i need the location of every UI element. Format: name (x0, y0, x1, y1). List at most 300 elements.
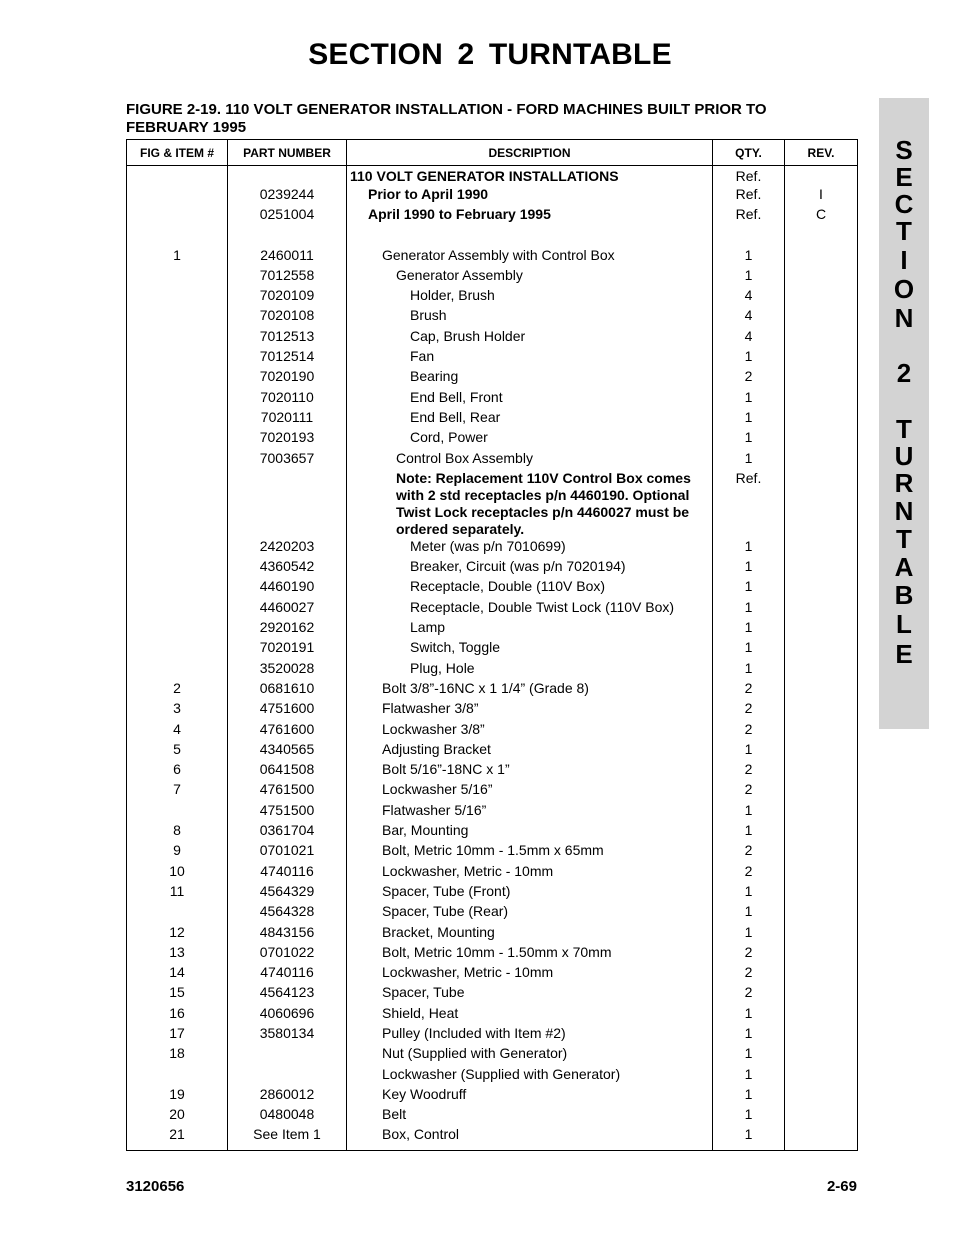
qty-cell: 1 (713, 741, 785, 761)
qty-cell: 2 (713, 761, 785, 781)
description-text: Bracket, Mounting (382, 923, 495, 940)
rev-cell (785, 307, 858, 327)
rev-cell (785, 619, 858, 639)
description-text: Spacer, Tube (Front) (382, 882, 511, 899)
part-number-cell: 7020110 (228, 389, 347, 409)
qty-cell: 2 (713, 368, 785, 388)
table-row (127, 558, 858, 578)
qty-cell: 1 (713, 450, 785, 470)
description-cell (347, 741, 713, 761)
rev-cell (785, 247, 858, 267)
description-cell (347, 578, 713, 598)
rev-cell (785, 538, 858, 558)
rev-cell (785, 964, 858, 984)
description-cell (347, 903, 713, 923)
side-tab-letter: S (895, 135, 913, 165)
description-text: Bearing (410, 368, 459, 385)
qty-cell: 1 (713, 267, 785, 287)
description-text: Switch, Toggle (410, 639, 501, 656)
description-text: Meter (was p/n 7010699) (410, 537, 566, 554)
description-text: Shield, Heat (382, 1004, 459, 1021)
side-tab-letter: A (894, 552, 914, 582)
table-row (127, 368, 858, 388)
part-number-cell: 0361704 (228, 822, 347, 842)
part-number-cell: 2860012 (228, 1086, 347, 1106)
part-number-cell: 3520028 (228, 660, 347, 680)
part-number-cell: 0681610 (228, 680, 347, 700)
side-tab-letter: E (895, 162, 913, 192)
parts-table (126, 139, 858, 1151)
page-number: 2-69 (826, 1178, 857, 1195)
part-number-cell: 0701021 (228, 842, 347, 862)
table-row (127, 802, 858, 822)
part-number-cell: 4751600 (228, 700, 347, 720)
part-number-cell: 4360542 (228, 558, 347, 578)
description-text: April 1990 to February 1995 (368, 206, 551, 223)
rev-cell (785, 984, 858, 1004)
rev-cell (785, 328, 858, 348)
part-number-cell: 7020193 (228, 429, 347, 449)
fig-item-cell (127, 409, 228, 429)
description-text: Adjusting Bracket (382, 740, 491, 757)
description-cell (347, 389, 713, 409)
description-text: Spacer, Tube (Rear) (382, 903, 509, 920)
table-row (127, 1025, 858, 1045)
qty-cell: 1 (713, 903, 785, 923)
side-tab-letter: I (900, 245, 908, 275)
part-number-cell: 7020191 (228, 639, 347, 659)
header-qty: QTY. (713, 140, 785, 166)
fig-item-cell (127, 368, 228, 388)
description-cell (347, 599, 713, 619)
fig-item-cell: 6 (127, 761, 228, 781)
qty-cell: 1 (713, 1005, 785, 1025)
rev-cell (785, 558, 858, 578)
description-cell (347, 1086, 713, 1106)
part-number-cell: 4761600 (228, 721, 347, 741)
description-cell (347, 944, 713, 964)
part-number-cell: 4460027 (228, 599, 347, 619)
description-text: Bolt, Metric 10mm - 1.50mm x 70mm (382, 943, 612, 960)
side-tab-letter: T (896, 216, 912, 246)
description-cell (347, 186, 713, 206)
description-text: Key Woodruff (382, 1085, 467, 1102)
rev-cell (785, 781, 858, 801)
description-text: Plug, Hole (410, 659, 475, 676)
rev-cell (785, 883, 858, 903)
description-text: Flatwasher 5/16” (382, 801, 487, 818)
qty-cell: 4 (713, 307, 785, 327)
part-number-cell: 2920162 (228, 619, 347, 639)
description-cell (347, 761, 713, 781)
qty-cell: 2 (713, 863, 785, 883)
part-number-cell: 0641508 (228, 761, 347, 781)
qty-cell: 1 (713, 1126, 785, 1151)
qty-cell: 1 (713, 1066, 785, 1086)
fig-item-cell (127, 307, 228, 327)
qty-cell: 1 (713, 639, 785, 659)
rev-cell (785, 267, 858, 287)
description-cell (347, 1025, 713, 1045)
rev-cell (785, 450, 858, 470)
table-row (127, 964, 858, 984)
table-row (127, 227, 858, 247)
table-row (127, 409, 858, 429)
table-row (127, 660, 858, 680)
fig-item-cell (127, 903, 228, 923)
table-row (127, 903, 858, 923)
part-number-cell: 4751500 (228, 802, 347, 822)
rev-cell (785, 1126, 858, 1151)
qty-cell: 1 (713, 348, 785, 368)
description-text: 110 VOLT GENERATOR INSTALLATIONS (350, 168, 619, 184)
rev-cell (785, 287, 858, 307)
part-number-cell: 4340565 (228, 741, 347, 761)
side-tab-letter: T (896, 524, 912, 554)
qty-cell: 1 (713, 409, 785, 429)
fig-item-cell: 13 (127, 944, 228, 964)
table-row (127, 206, 858, 226)
rev-cell (785, 368, 858, 388)
rev-cell (785, 822, 858, 842)
part-number-cell: 4060696 (228, 1005, 347, 1025)
part-number-cell: 7020111 (228, 409, 347, 429)
fig-item-cell (127, 660, 228, 680)
rev-cell (785, 348, 858, 368)
table-row (127, 538, 858, 558)
rev-cell (785, 1045, 858, 1065)
rev-cell (785, 903, 858, 923)
table-row (127, 924, 858, 944)
part-number-cell: 4564123 (228, 984, 347, 1004)
fig-item-cell (127, 227, 228, 247)
side-tab-letter: U (894, 441, 914, 471)
rev-cell (785, 761, 858, 781)
fig-item-cell: 8 (127, 822, 228, 842)
part-number-cell: 3580134 (228, 1025, 347, 1045)
fig-item-cell (127, 578, 228, 598)
section-side-tab (879, 98, 929, 729)
part-number-cell: 7012514 (228, 348, 347, 368)
table-row (127, 1005, 858, 1025)
qty-cell: 1 (713, 1106, 785, 1126)
description-cell (347, 1126, 713, 1151)
rev-cell (785, 924, 858, 944)
part-number-cell (228, 1066, 347, 1086)
rev-cell (785, 700, 858, 720)
description-cell (347, 619, 713, 639)
description-text: Brush (410, 307, 447, 324)
table-row (127, 639, 858, 659)
fig-item-cell: 4 (127, 721, 228, 741)
qty-cell: 1 (713, 1086, 785, 1106)
part-number-cell: 0251004 (228, 206, 347, 226)
fig-item-cell: 3 (127, 700, 228, 720)
description-cell (347, 680, 713, 700)
description-text: Bolt 5/16”-18NC x 1” (382, 761, 510, 778)
qty-cell: 1 (713, 802, 785, 822)
rev-cell (785, 1066, 858, 1086)
rev-cell (785, 389, 858, 409)
fig-item-cell: 10 (127, 863, 228, 883)
description-cell (347, 348, 713, 368)
rev-cell (785, 1005, 858, 1025)
side-tab-letter: T (896, 414, 912, 444)
description-cell (347, 450, 713, 470)
table-row (127, 267, 858, 287)
description-text: Flatwasher 3/8” (382, 700, 479, 717)
description-cell (347, 883, 713, 903)
rev-cell (785, 944, 858, 964)
rev-cell (785, 409, 858, 429)
table-row (127, 619, 858, 639)
description-text: Lockwasher 3/8” (382, 720, 485, 737)
side-tab-letter: E (895, 639, 913, 669)
fig-item-cell (127, 328, 228, 348)
qty-cell: 2 (713, 984, 785, 1004)
table-row (127, 944, 858, 964)
rev-cell (785, 863, 858, 883)
description-text: Bolt 3/8”-16NC x 1 1/4” (Grade 8) (382, 679, 589, 696)
description-text: Lockwasher 5/16” (382, 781, 493, 798)
qty-cell: 2 (713, 842, 785, 862)
qty-cell (713, 227, 785, 247)
fig-item-cell: 21 (127, 1126, 228, 1151)
qty-cell: 1 (713, 429, 785, 449)
description-cell (347, 166, 713, 187)
part-number-cell: 4460190 (228, 578, 347, 598)
description-cell (347, 287, 713, 307)
description-text: Breaker, Circuit (was p/n 7020194) (410, 558, 626, 575)
rev-cell (785, 599, 858, 619)
description-text: Generator Assembly (396, 266, 523, 283)
description-text: Box, Control (382, 1126, 460, 1143)
part-number-cell: 0480048 (228, 1106, 347, 1126)
description-cell (347, 863, 713, 883)
description-text: End Bell, Rear (410, 408, 501, 425)
part-number-cell: 7020190 (228, 368, 347, 388)
fig-item-cell: 9 (127, 842, 228, 862)
part-number-cell (228, 470, 347, 538)
fig-item-cell (127, 470, 228, 538)
fig-item-cell: 14 (127, 964, 228, 984)
fig-item-cell (127, 619, 228, 639)
qty-cell: Ref. (713, 166, 785, 187)
part-number-cell: 4564328 (228, 903, 347, 923)
description-cell (347, 368, 713, 388)
fig-item-cell (127, 348, 228, 368)
description-cell (347, 802, 713, 822)
part-number-cell: See Item 1 (228, 1126, 347, 1151)
rev-cell (785, 470, 858, 538)
fig-item-cell: 12 (127, 924, 228, 944)
table-row (127, 883, 858, 903)
qty-cell: Ref. (713, 470, 785, 538)
rev-cell (785, 166, 858, 187)
fig-item-cell (127, 267, 228, 287)
qty-cell: 4 (713, 328, 785, 348)
rev-cell (785, 741, 858, 761)
description-cell (347, 538, 713, 558)
header-description: DESCRIPTION (347, 140, 713, 166)
description-text: Lockwasher, Metric - 10mm (382, 862, 554, 879)
qty-cell: 1 (713, 883, 785, 903)
table-row (127, 186, 858, 206)
fig-item-cell (127, 639, 228, 659)
description-cell (347, 639, 713, 659)
table-header-row (127, 140, 858, 166)
rev-cell (785, 1106, 858, 1126)
table-row (127, 741, 858, 761)
part-number-cell: 4740116 (228, 964, 347, 984)
description-cell (347, 429, 713, 449)
qty-cell: 1 (713, 660, 785, 680)
description-cell (347, 964, 713, 984)
rev-cell (785, 639, 858, 659)
part-number-cell: 2420203 (228, 538, 347, 558)
description-text: Lockwasher, Metric - 10mm (382, 964, 554, 981)
fig-item-cell (127, 206, 228, 226)
fig-item-cell (127, 599, 228, 619)
description-cell (347, 267, 713, 287)
side-tab-letter: 2 (896, 358, 912, 388)
rev-cell (785, 578, 858, 598)
description-text: Belt (382, 1106, 407, 1123)
table-row (127, 287, 858, 307)
qty-cell: 1 (713, 578, 785, 598)
fig-item-cell: 7 (127, 781, 228, 801)
qty-cell: 1 (713, 619, 785, 639)
qty-cell: Ref. (713, 206, 785, 226)
description-cell (347, 1066, 713, 1086)
fig-item-cell: 19 (127, 1086, 228, 1106)
table-row (127, 700, 858, 720)
description-cell (347, 307, 713, 327)
rev-cell (785, 1086, 858, 1106)
part-number-cell: 4740116 (228, 863, 347, 883)
table-row (127, 1126, 858, 1151)
note-text: Note: Replacement 110V Control Box comes with 2 std receptacles p/n 4460190. Optional Twist Lock receptacles p/n 4460027 must be ordered separately. (396, 469, 691, 537)
rev-cell (785, 802, 858, 822)
fig-item-cell (127, 166, 228, 187)
description-text: Bar, Mounting (382, 822, 469, 839)
table-row (127, 761, 858, 781)
rev-cell: C (785, 206, 858, 226)
table-row (127, 429, 858, 449)
rev-cell: I (785, 186, 858, 206)
part-number-cell: 7020109 (228, 287, 347, 307)
description-text: Lamp (410, 619, 446, 636)
fig-item-cell (127, 538, 228, 558)
qty-cell: 2 (713, 680, 785, 700)
fig-item-cell: 16 (127, 1005, 228, 1025)
part-number-cell: 4761500 (228, 781, 347, 801)
description-text: Lockwasher (Supplied with Generator) (382, 1065, 621, 1082)
side-tab-letter: N (894, 303, 914, 333)
table-row (127, 1086, 858, 1106)
part-number-cell: 4564329 (228, 883, 347, 903)
part-number-cell: 7012513 (228, 328, 347, 348)
description-cell (347, 660, 713, 680)
rev-cell (785, 721, 858, 741)
description-cell (347, 924, 713, 944)
table-row (127, 842, 858, 862)
document-number: 3120656 (126, 1178, 185, 1195)
qty-cell: 1 (713, 822, 785, 842)
table-row (127, 984, 858, 1004)
description-text: Nut (Supplied with Generator) (382, 1045, 568, 1062)
description-cell (347, 409, 713, 429)
table-row (127, 307, 858, 327)
rev-cell (785, 227, 858, 247)
fig-item-cell (127, 389, 228, 409)
description-cell (347, 1005, 713, 1025)
table-row (127, 781, 858, 801)
qty-cell: 1 (713, 1045, 785, 1065)
description-cell (347, 781, 713, 801)
description-cell (347, 227, 713, 247)
fig-item-cell: 20 (127, 1106, 228, 1126)
description-text: End Bell, Front (410, 388, 503, 405)
qty-cell: 1 (713, 924, 785, 944)
table-row (127, 166, 858, 187)
description-text: Generator Assembly with Control Box (382, 246, 615, 263)
description-text: Pulley (Included with Item #2) (382, 1024, 566, 1041)
fig-item-cell (127, 450, 228, 470)
qty-cell: 1 (713, 558, 785, 578)
header-fig-item: FIG & ITEM # (127, 140, 228, 166)
description-cell (347, 822, 713, 842)
table-row (127, 470, 858, 538)
qty-cell: 4 (713, 287, 785, 307)
qty-cell: 1 (713, 247, 785, 267)
fig-item-cell (127, 1066, 228, 1086)
qty-cell: 1 (713, 389, 785, 409)
section-title: SECTION 2 TURNTABLE (308, 38, 672, 71)
description-text: Prior to April 1990 (368, 186, 489, 202)
table-row (127, 578, 858, 598)
description-cell (347, 328, 713, 348)
side-tab-letter: N (894, 496, 914, 526)
rev-cell (785, 429, 858, 449)
table-row (127, 1106, 858, 1126)
fig-item-cell (127, 558, 228, 578)
table-row (127, 822, 858, 842)
side-tab-letter: O (893, 274, 915, 304)
fig-item-cell: 17 (127, 1025, 228, 1045)
description-cell (347, 721, 713, 741)
description-text: Bolt, Metric 10mm - 1.5mm x 65mm (382, 842, 604, 859)
table-row (127, 247, 858, 267)
table-row (127, 680, 858, 700)
side-tab-letter: C (894, 189, 914, 219)
part-number-cell: 0701022 (228, 944, 347, 964)
description-text: Control Box Assembly (396, 449, 533, 466)
description-cell (347, 842, 713, 862)
header-rev: REV. (785, 140, 858, 166)
fig-item-cell: 5 (127, 741, 228, 761)
table-row (127, 599, 858, 619)
fig-item-cell: 15 (127, 984, 228, 1004)
qty-cell: Ref. (713, 186, 785, 206)
fig-item-cell (127, 186, 228, 206)
description-text: Holder, Brush (410, 287, 495, 304)
description-text: Cap, Brush Holder (410, 327, 526, 344)
fig-item-cell: 18 (127, 1045, 228, 1065)
qty-cell: 2 (713, 964, 785, 984)
figure-title: FIGURE 2-19. 110 VOLT GENERATOR INSTALLATION - FORD MACHINES BUILT PRIOR TO FEBRUARY 1995 (126, 101, 767, 136)
part-number-cell: 0239244 (228, 186, 347, 206)
